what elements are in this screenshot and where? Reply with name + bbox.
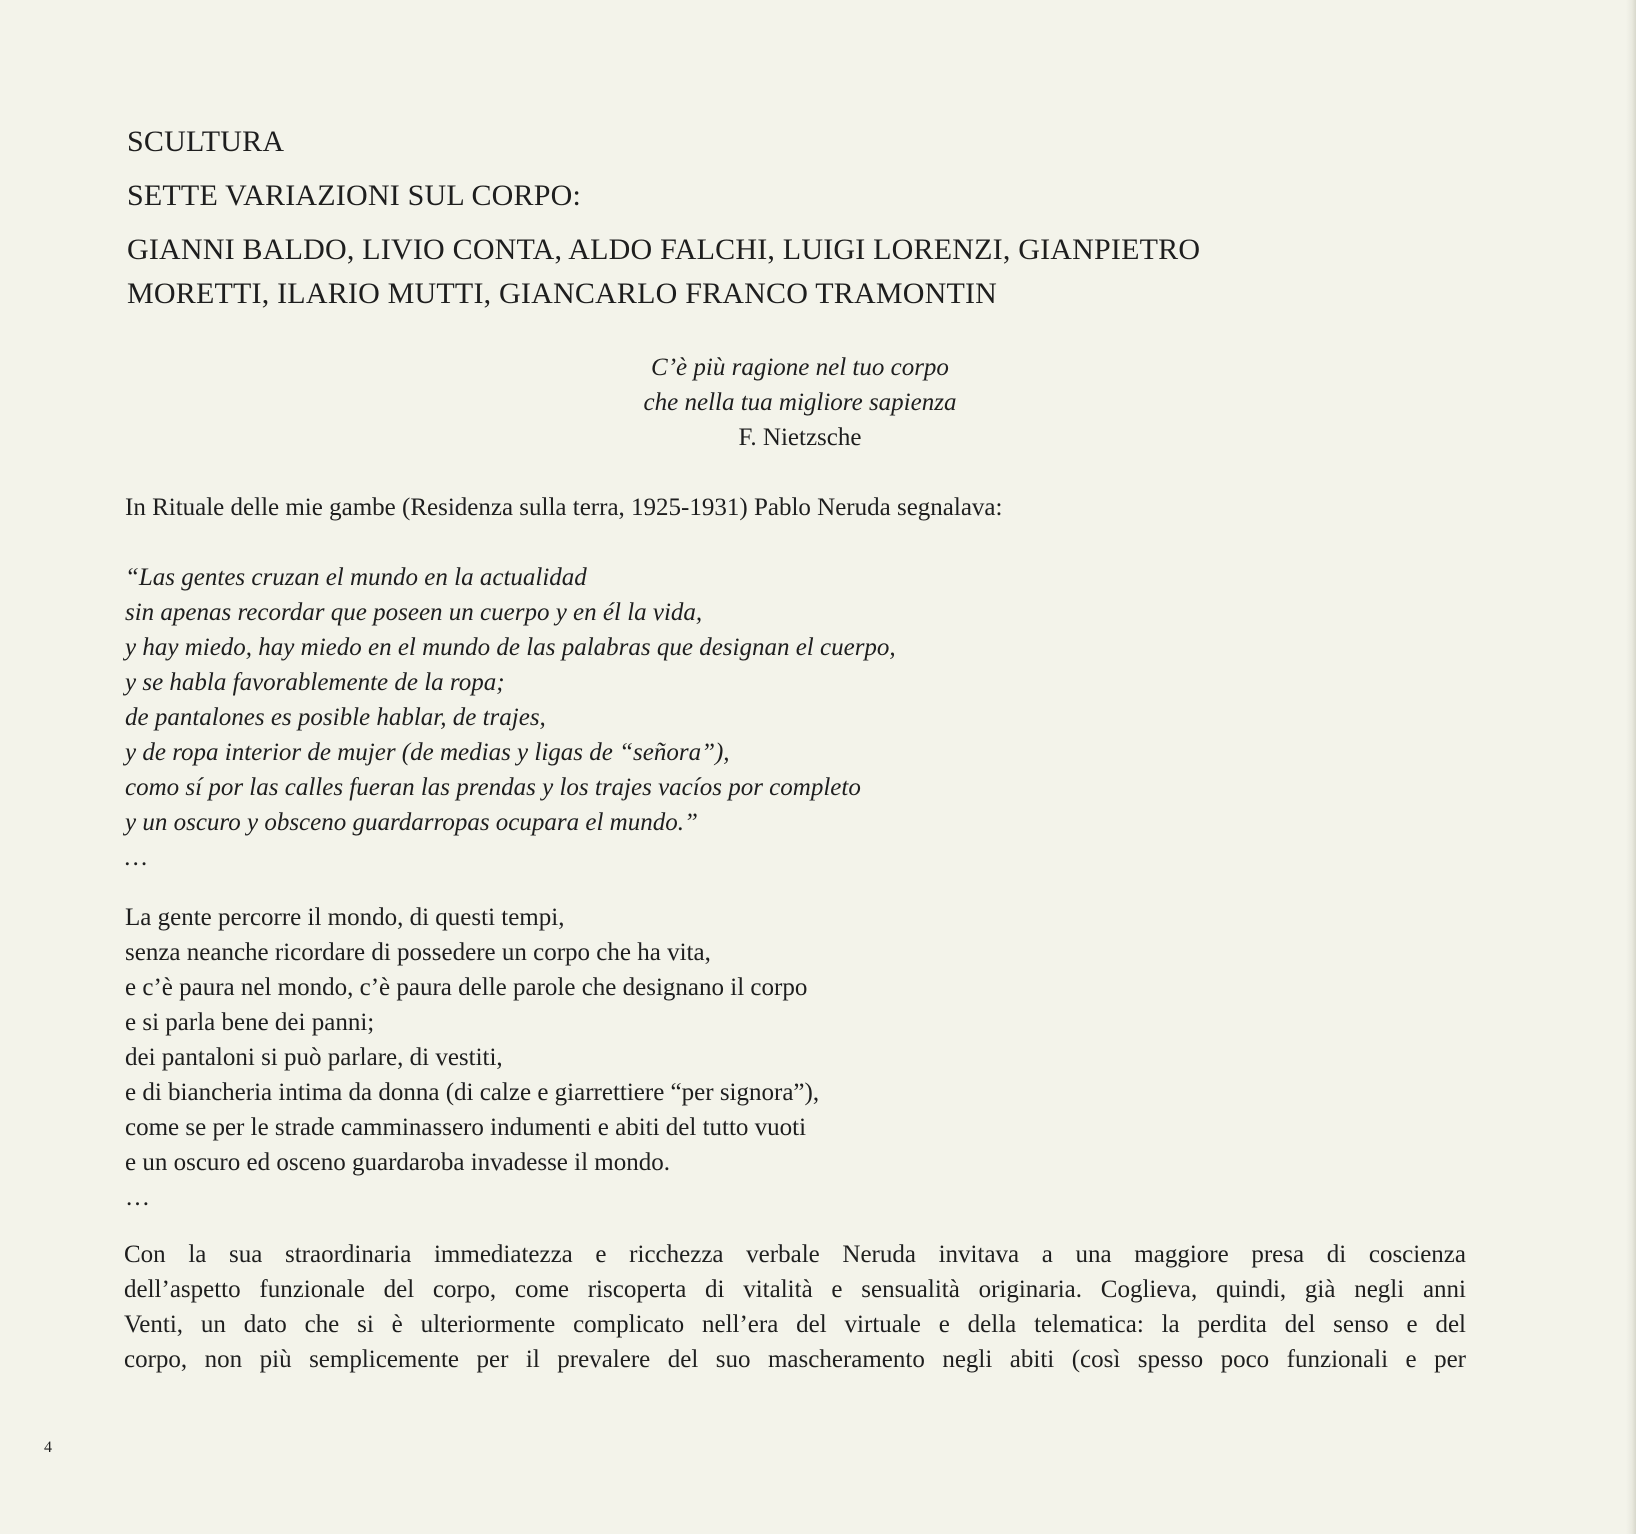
verse-line: dei pantaloni si può parlare, di vestiti, <box>125 1044 503 1071</box>
italian-verse <box>125 900 819 1215</box>
verse-line: senza neanche ricordare di possedere un corpo che ha vita, <box>125 939 711 966</box>
verse-line: come se per le strade camminassero indumenti e abiti del tutto vuoti <box>125 1114 807 1141</box>
paragraph-line: dell’aspetto funzionale del corpo, come riscoperta di vitalità e sensualità originaria. Coglieva, quindi, già negli anni <box>124 1276 1466 1303</box>
closing-paragraph <box>124 1237 1466 1377</box>
heading-block <box>127 120 1467 316</box>
verse-line: como sí por las calles fueran las prendas y los trajes vacíos por completo <box>125 774 861 801</box>
verse-line: La gente percorre il mondo, di questi tempi, <box>125 904 565 931</box>
intro-sentence: In Rituale delle mie gambe (Residenza sulla terra, 1925-1931) Pablo Neruda segnalava: <box>125 494 1003 521</box>
section-title: SCULTURA <box>127 125 285 158</box>
epigraph-line: C’è più ragione nel tuo corpo <box>651 354 949 381</box>
epigraph <box>540 350 1060 455</box>
verse-ellipsis: … <box>125 844 148 871</box>
page-number: 4 <box>44 1439 52 1456</box>
verse-line: e c’è paura nel mondo, c’è paura delle parole che designano il corpo <box>125 974 808 1001</box>
epigraph-author: F. Nietzsche <box>738 424 862 451</box>
verse-line: “Las gentes cruzan el mundo en la actualidad <box>125 564 587 591</box>
verse-line: e si parla bene dei panni; <box>125 1009 375 1036</box>
artists-line-1: GIANNI BALDO, LIVIO CONTA, ALDO FALCHI, LUIGI LORENZI, GIANPIETRO <box>127 233 1201 266</box>
artists-line-2: MORETTI, ILARIO MUTTI, GIANCARLO FRANCO TRAMONTIN <box>127 277 998 310</box>
verse-line: y de ropa interior de mujer (de medias y ligas de “señora”), <box>125 739 730 766</box>
artists-list <box>127 228 1467 316</box>
verse-line: y hay miedo, hay miedo en el mundo de las palabras que designan el cuerpo, <box>125 634 896 661</box>
verse-line: y un oscuro y obsceno guardarropas ocupara el mundo.” <box>125 809 698 836</box>
paragraph-line: corpo, non più semplicemente per il prevalere del suo mascheramento negli abiti (così spesso poco funzionali e per <box>124 1346 1466 1373</box>
section-subtitle: SETTE VARIAZIONI SUL CORPO: <box>127 179 582 212</box>
page-edge <box>1626 0 1636 1534</box>
verse-line: de pantalones es posible hablar, de trajes, <box>125 704 546 731</box>
verse-line: sin apenas recordar que poseen un cuerpo y en él la vida, <box>125 599 703 626</box>
verse-line: y se habla favorablemente de la ropa; <box>125 669 505 696</box>
epigraph-line: che nella tua migliore sapienza <box>643 389 957 416</box>
verse-ellipsis: … <box>125 1184 150 1211</box>
verse-line: e un oscuro ed osceno guardaroba invadesse il mondo. <box>125 1149 670 1176</box>
paragraph-line: Con la sua straordinaria immediatezza e ricchezza verbale Neruda invitava a una maggiore presa di coscienza <box>124 1241 1466 1268</box>
paragraph-line: Venti, un dato che si è ulteriormente complicato nell’era del virtuale e della telematica: la perdita del senso e del <box>124 1311 1466 1338</box>
spanish-verse <box>125 560 896 875</box>
verse-line: e di biancheria intima da donna (di calze e giarrettiere “per signora”), <box>125 1079 820 1106</box>
